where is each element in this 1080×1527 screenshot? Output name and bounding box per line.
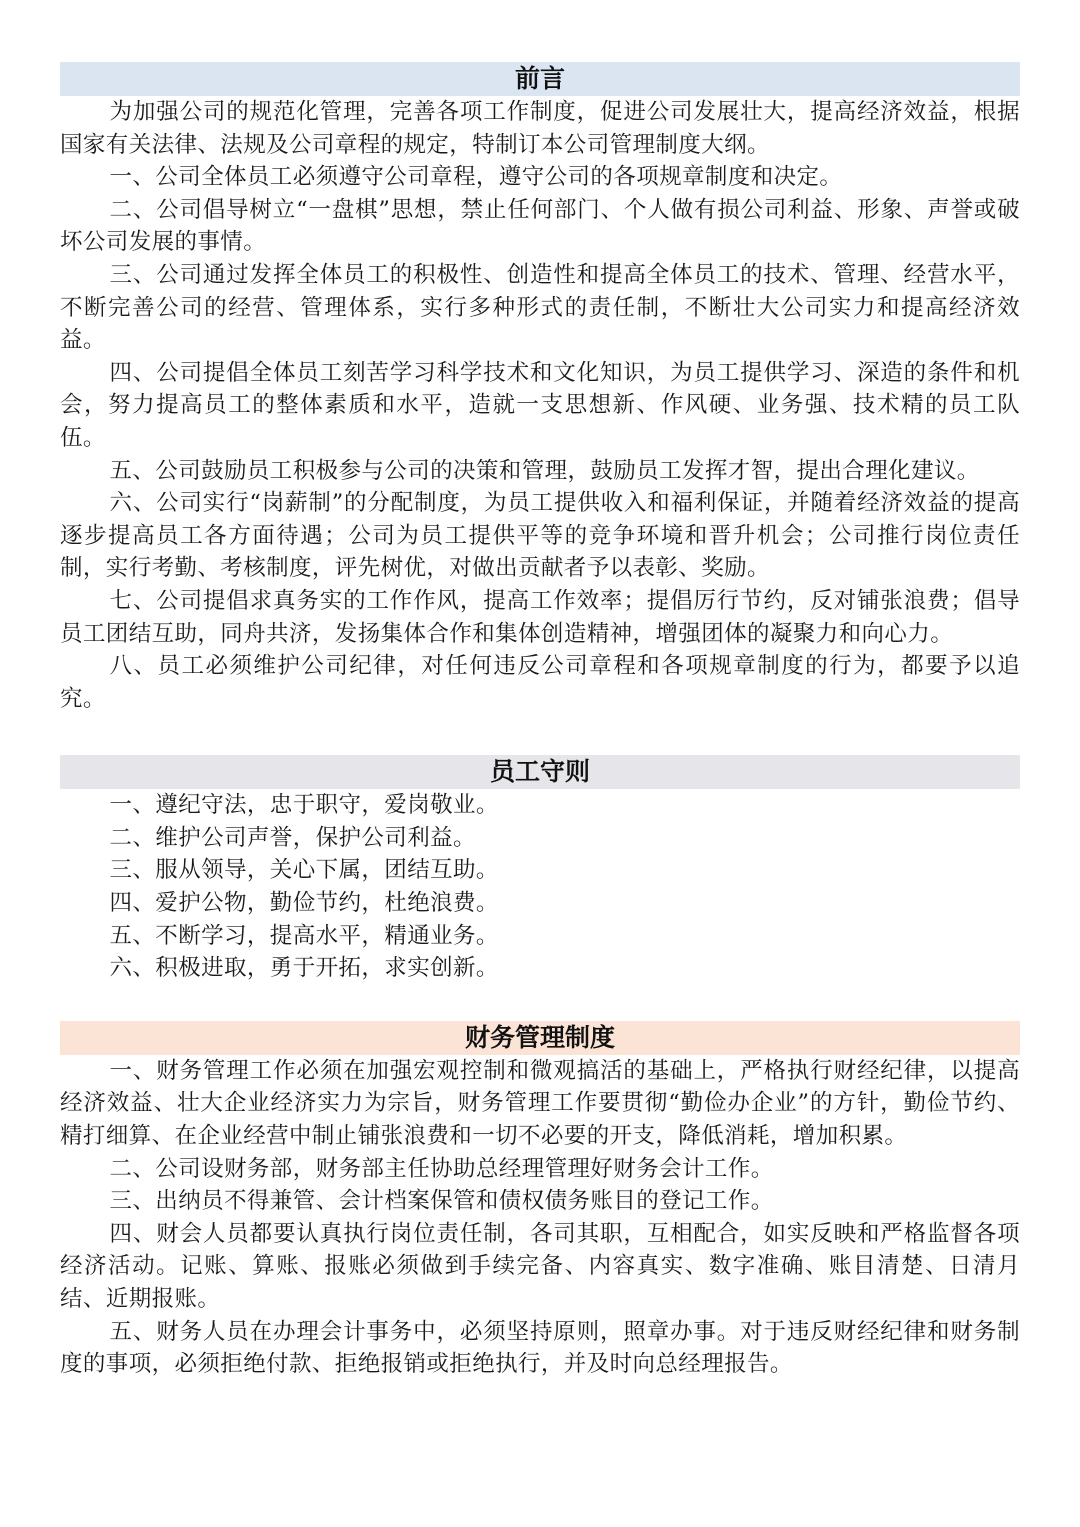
paragraph: 七、公司提倡求真务实的工作作风，提高工作效率；提倡厉行节约，反对铺张浪费；倡导员工团结互助，同舟共济，发扬集体合作和集体创造精神，增强团体的凝聚力和向心力。 <box>60 587 1020 647</box>
paragraph: 六、公司实行“岗薪制”的分配制度，为员工提供收入和福利保证，并随着经济效益的提高逐步提高员工各方面待遇；公司为员工提供平等的竞争环境和晋升机会；公司推行岗位责任制，实行考勤、考核制度，评先树优，对做出贡献者予以表彰、奖励。 <box>60 490 1020 582</box>
section-title-employee-code: 员工守则 <box>60 755 1020 789</box>
section-spacer <box>60 715 1020 755</box>
paragraph: 二、公司倡导树立“一盘棋”思想，禁止任何部门、个人做有损公司利益、形象、声誉或破坏公司发展的事情。 <box>60 196 1020 256</box>
paragraph: 三、公司通过发挥全体员工的积极性、创造性和提高全体员工的技术、管理、经营水平，不断完善公司的经营、管理体系，实行多种形式的责任制，不断壮大公司实力和提高经济效益。 <box>60 261 1020 354</box>
list-item: 四、爱护公物，勤俭节约，杜绝浪费。 <box>109 890 499 917</box>
paragraph: 为加强公司的规范化管理，完善各项工作制度，促进公司发展壮大，提高经济效益，根据国家有关法律、法规及公司章程的规定，特制订本公司管理制度大纲。 <box>60 99 1020 158</box>
paragraph: 一、财务管理工作必须在加强宏观控制和微观搞活的基础上，严格执行财经纪律，以提高经济效益、壮大企业经济实力为宗旨，财务管理工作要贯彻“勤俭办企业”的方针，勤俭节约、精打细算、在企业经营中制止铺张浪费和一切不必要的开支，降低消耗，增加积累。 <box>60 1057 1020 1150</box>
paragraph: 四、财会人员都要认真执行岗位责任制，各司其职，互相配合，如实反映和严格监督各项经济活动。记账、算账、报账必须做到手续完备、内容真实、数字准确、账目清楚、日清月结、近期报账。 <box>60 1220 1020 1312</box>
section-title-preface: 前言 <box>60 62 1020 96</box>
list-item: 六、积极进取，勇于开拓，求实创新。 <box>109 955 499 982</box>
paragraph: 四、公司提倡全体员工刻苦学习科学技术和文化知识，为员工提供学习、深造的条件和机会，努力提高员工的整体素质和水平，造就一支思想新、作风硬、业务强、技术精的员工队伍。 <box>60 359 1020 451</box>
paragraph: 一、公司全体员工必须遵守公司章程，遵守公司的各项规章制度和决定。 <box>109 164 843 191</box>
section-title-finance-policy: 财务管理制度 <box>60 1021 1020 1055</box>
document-page <box>60 62 1020 1381</box>
paragraph: 五、财务人员在办理会计事务中，必须坚持原则，照章办事。对于违反财经纪律和财务制度的事项，必须拒绝付款、拒绝报销或拒绝执行，并及时向总经理报告。 <box>60 1318 1020 1378</box>
section-finance-policy <box>60 1021 1020 1381</box>
paragraph: 三、出纳员不得兼管、会计档案保管和债权债务账目的登记工作。 <box>109 1188 774 1215</box>
list-item: 二、维护公司声誉，保护公司利益。 <box>109 824 476 851</box>
list-item: 一、遵纪守法，忠于职守，爱岗敬业。 <box>109 792 499 819</box>
list-item: 三、服从领导，关心下属，团结互助。 <box>109 857 499 884</box>
section-preface <box>60 62 1020 715</box>
paragraph: 五、公司鼓励员工积极参与公司的决策和管理，鼓励员工发挥才智，提出合理化建议。 <box>109 457 980 484</box>
section-spacer <box>60 985 1020 1021</box>
paragraph: 二、公司设财务部，财务部主任协助总经理管理好财务会计工作。 <box>109 1155 774 1182</box>
paragraph: 八、员工必须维护公司纪律，对任何违反公司章程和各项规章制度的行为，都要予以追究。 <box>60 653 1020 712</box>
list-item: 五、不断学习，提高水平，精通业务。 <box>109 922 499 949</box>
section-employee-code <box>60 755 1020 985</box>
